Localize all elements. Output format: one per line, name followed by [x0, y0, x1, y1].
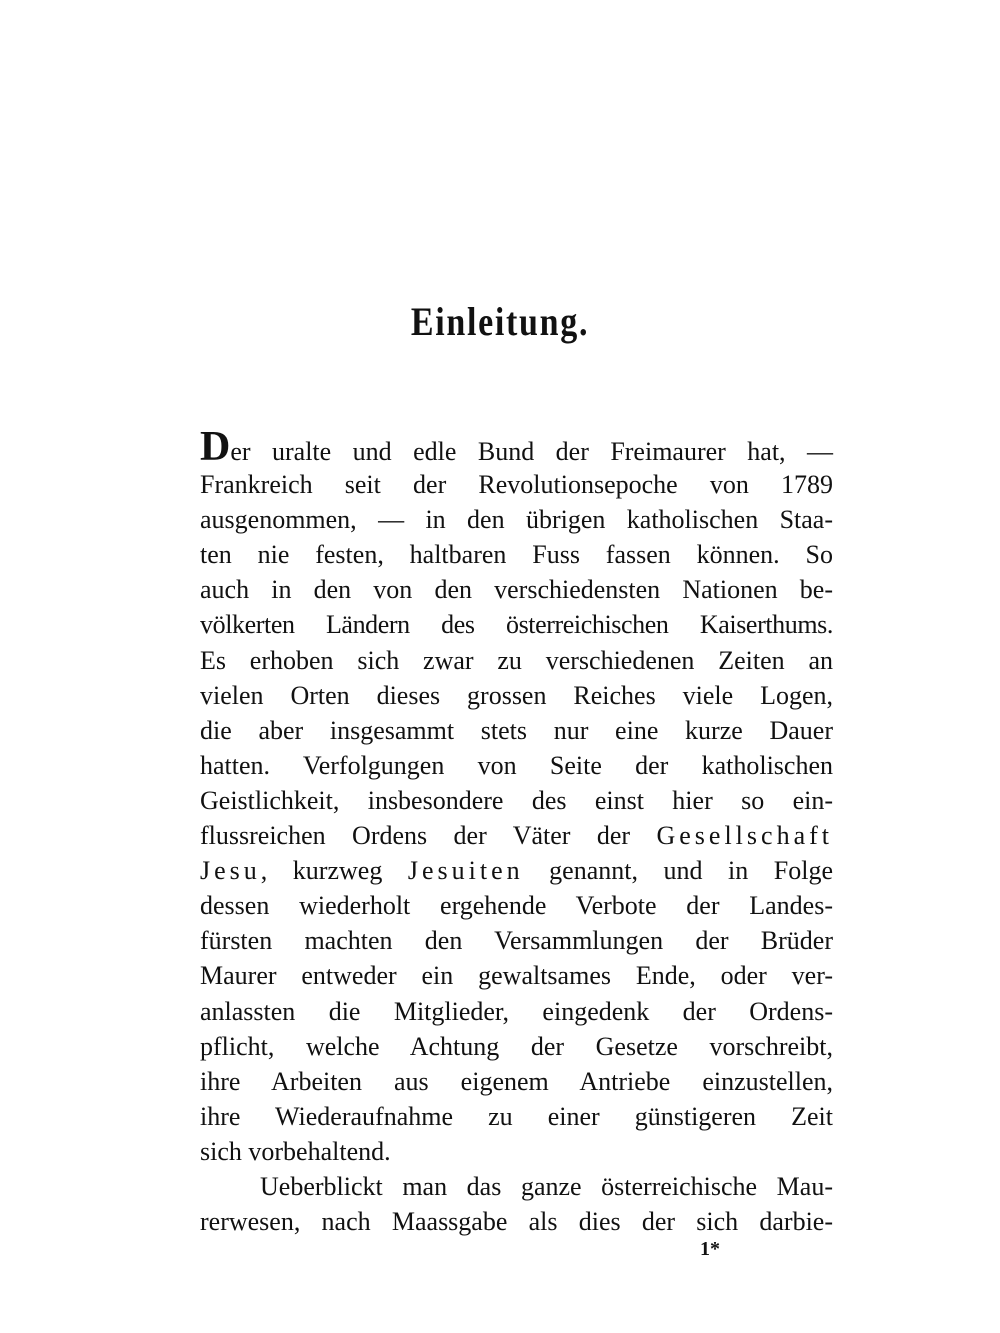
page-number: 1*	[700, 1238, 720, 1260]
text-line: ihre Wiederaufnahme zu einer günstigeren Zeit	[200, 1101, 833, 1131]
text-line: rerwesen, nach Maassgabe als dies der sich darbie-	[200, 1207, 833, 1237]
text-line: die aber insgesammt stets nur eine kurze Dauer	[200, 715, 833, 745]
line-text: er uralte und edle Bund der Freimaurer hat, —	[230, 437, 833, 466]
text-line: anlassten die Mitglieder, eingedenk der Ordens-	[200, 996, 833, 1026]
text-line: pflicht, welche Achtung der Gesetze vorschreibt,	[200, 1031, 833, 1061]
spaced-word: Jesuiten	[407, 856, 524, 886]
line-text: , kurzweg	[260, 856, 383, 886]
chapter-heading: Einleitung.	[410, 299, 590, 344]
text-line: hatten. Verfolgungen von Seite der katholischen	[200, 750, 833, 780]
text-line: fürsten machten den Versammlungen der Brüder	[200, 926, 833, 956]
text-line	[200, 853, 833, 888]
text-line: Es erhoben sich zwar zu verschiedenen Zeiten an	[200, 645, 833, 675]
line-text: flussreichen Ordens der Väter der	[200, 821, 631, 851]
text-line: Ueberblickt man das ganze österreichische Mau-	[260, 1171, 833, 1201]
text-line: Maurer entweder ein gewaltsames Ende, oder ver-	[200, 961, 833, 991]
body-text	[200, 424, 833, 1239]
text-line: Geistlichkeit, insbesondere des einst hier so ein-	[200, 785, 833, 815]
spaced-word: Jesu	[200, 856, 261, 886]
line-text: genannt, und in Folge	[549, 856, 833, 886]
text-line: dessen wiederholt ergehende Verbote der Landes-	[200, 891, 833, 921]
drop-cap: D	[200, 424, 231, 470]
text-line: sich vorbehaltend.	[200, 1136, 391, 1166]
text-line	[200, 818, 833, 853]
text-line: Frankreich seit der Revolutionsepoche von 1789	[200, 470, 833, 500]
spaced-word: Gesellschaft	[656, 821, 833, 851]
text-line: vielen Orten dieses grossen Reiches viele Logen,	[200, 680, 833, 710]
text-line: auch in den von den verschiedensten Nationen be-	[200, 575, 833, 605]
text-line: völkerten Ländern des österreichischen Kaiserthums.	[200, 610, 833, 640]
text-line: ten nie festen, haltbaren Fuss fassen können. So	[200, 540, 833, 570]
text-line: ihre Arbeiten aus eigenem Antriebe einzustellen,	[200, 1066, 833, 1096]
text-line	[200, 424, 833, 470]
text-line: ausgenommen, — in den übrigen katholischen Staa-	[200, 505, 833, 535]
